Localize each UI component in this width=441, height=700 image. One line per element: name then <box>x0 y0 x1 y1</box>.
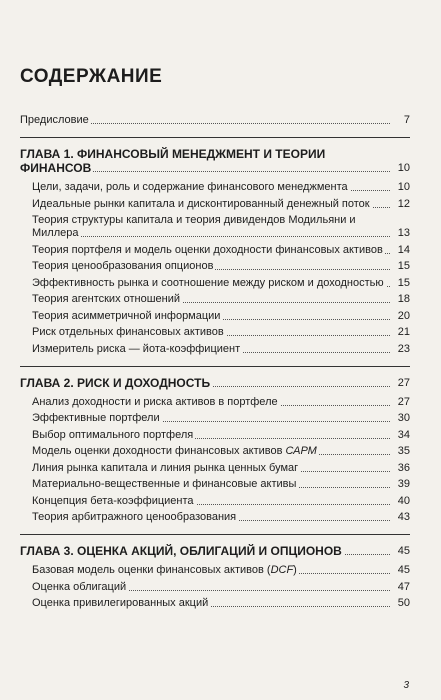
toc-entry: Концепция бета-коэффициента 40 <box>32 494 410 507</box>
page-ref: 45 <box>390 544 410 558</box>
chapter-3-heading: ГЛАВА 3. ОЦЕНКА АКЦИЙ, ОБЛИГАЦИЙ И ОПЦИОНОВ 45 <box>20 544 410 558</box>
page-title: СОДЕРЖАНИЕ <box>20 66 163 87</box>
page-number: 3 <box>403 680 409 691</box>
chapter-2-heading: ГЛАВА 2. РИСК И ДОХОДНОСТЬ 27 <box>20 375 410 390</box>
toc-entry: Цели, задачи, роль и содержание финансового менеджмента 10 <box>32 181 410 193</box>
divider <box>20 137 410 138</box>
toc-entry: Теория портфеля и модель оценки доходности финансовых активов 14 <box>32 243 410 256</box>
toc-entry-preface: Предисловие 7 <box>20 114 410 126</box>
page-ref: 10 <box>390 161 410 175</box>
toc-entry: Модель оценки доходности финансовых активов САРМ 35 <box>32 445 410 457</box>
toc-entry: Теория арбитражного ценообразования 43 <box>32 511 410 523</box>
toc-entry: Выбор оптимального портфеля 34 <box>32 428 410 441</box>
page-ref: 27 <box>390 376 410 390</box>
toc-entry: Материально-вещественные и финансовые активы 39 <box>32 478 410 490</box>
toc-entry: Теория агентских отношений 18 <box>32 293 410 305</box>
toc-entry: Эффективные портфели 30 <box>32 412 410 424</box>
toc-entry: Линия рынка капитала и линия рынка ценных бумаг 36 <box>32 461 410 474</box>
toc-entry: Теория структуры капитала и теория дивидендов Модильяни и Миллера 13 <box>32 214 410 239</box>
toc-page <box>20 66 410 614</box>
toc-entry: Теория ценообразования опционов 15 <box>32 260 410 272</box>
toc-entry: Базовая модель оценки финансовых активов (DCF) 45 <box>32 564 410 576</box>
divider <box>20 534 410 535</box>
toc-entry: Идеальные рынки капитала и дисконтированный денежный поток 12 <box>32 197 410 210</box>
toc-entry: Эффективность рынка и соотношение между риском и доходностью 15 <box>32 276 410 289</box>
toc-entry: Оценка облигаций 47 <box>32 580 410 593</box>
toc-entry: Измеритель риска — йота-коэффициент 23 <box>32 342 410 355</box>
divider <box>20 366 410 367</box>
toc-entry: Теория асимметричной информации 20 <box>32 309 410 322</box>
page-ref: 7 <box>390 114 410 127</box>
toc-entry: Риск отдельных финансовых активов 21 <box>32 326 410 338</box>
chapter-1-heading: ГЛАВА 1. ФИНАНСОВЫЙ МЕНЕДЖМЕНТ И ТЕОРИИ ФИНАНСОВ 10 <box>20 147 410 175</box>
toc-entry: Анализ доходности и риска активов в портфеле 27 <box>32 395 410 408</box>
toc-entry: Оценка привилегированных акций 50 <box>32 597 410 609</box>
